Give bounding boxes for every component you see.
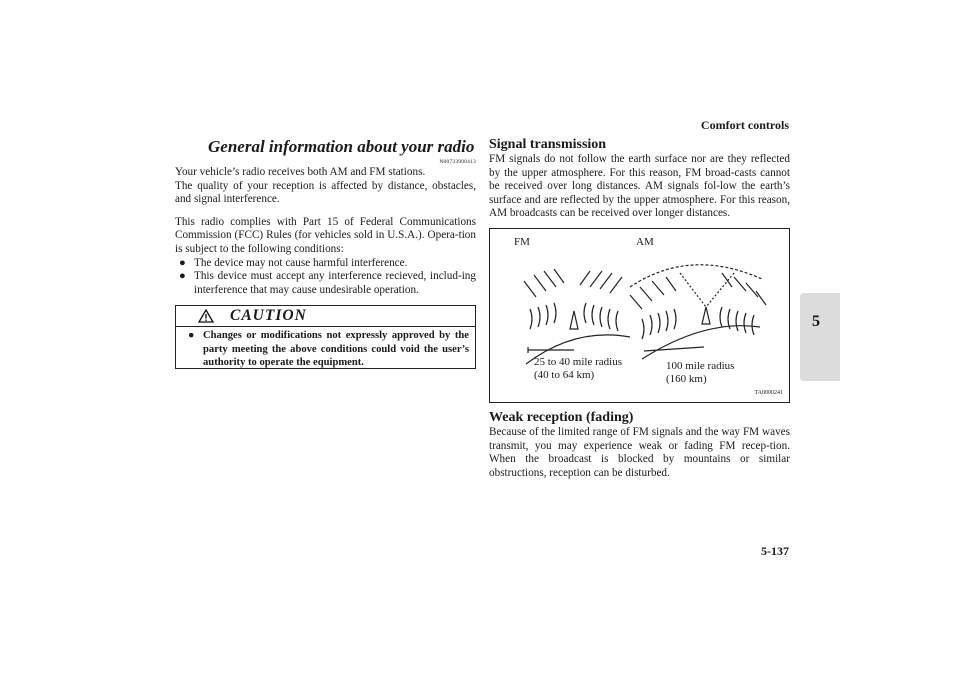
caution-item <box>176 327 475 370</box>
list-item <box>175 270 476 297</box>
fm-tower <box>570 311 578 329</box>
list-item <box>175 257 476 271</box>
left-column <box>175 136 476 369</box>
reference-code: N00733900413 <box>439 159 476 165</box>
caution-box <box>175 305 476 369</box>
am-radius-line2: (160 km) <box>666 372 707 385</box>
caution-header <box>176 306 475 327</box>
am-waves <box>630 273 766 339</box>
caution-title: CAUTION <box>230 307 307 325</box>
page-title: General information about your radio <box>208 137 475 156</box>
fm-radius-line2: (40 to 64 km) <box>534 368 595 381</box>
right-column <box>489 137 790 480</box>
condition-text: The device may not cause harmful interference. <box>194 256 408 269</box>
chapter-tab <box>800 293 840 381</box>
figure-code: TA0000241 <box>754 389 783 396</box>
bullet-icon: ● <box>179 256 186 269</box>
radio-range-figure <box>489 228 790 403</box>
fcc-paragraph: This radio complies with Part 15 of Federal Communications Commission (FCC) Rules (for vehicles sold in U.S.A.). Opera-tion is subject to the following conditions: <box>175 215 476 255</box>
signal-paragraph: FM signals do not follow the earth surface nor are they reflected by the upper atmosphere. For this reason, FM broad-casts cannot be received over long distances. AM signals fol-low the earth’s surface and are reflected by the upper atmosphere. For this reason, AM broadcasts can be received over longer distances. <box>489 153 790 220</box>
am-radius-arrow <box>644 347 704 351</box>
am-label: AM <box>636 235 654 248</box>
caution-text: Changes or modifications not expressly approved by the party meeting the above conditions could void the user’s authority to operate the equipment. <box>203 330 469 369</box>
fading-paragraph: Because of the limited range of FM signals and the way FM waves transmit, you may experience weak or fading FM recep-tion. When the broadcast is blocked by mountains or similar obstructions, reception can be disturbed. <box>489 425 790 479</box>
am-sky-arc <box>630 265 762 287</box>
bullet-icon: ● <box>188 330 195 342</box>
fm-radius-line1: 25 to 40 mile radius <box>534 355 622 368</box>
page-number: 5-137 <box>761 544 789 558</box>
condition-text: This device must accept any interference recieved, includ-ing interference that may cause undesirable operation. <box>194 270 476 296</box>
am-radius-line1: 100 mile radius <box>666 359 735 372</box>
bullet-icon: ● <box>179 270 186 283</box>
fading-heading: Weak reception (fading) <box>489 409 634 425</box>
fm-label: FM <box>514 235 530 248</box>
chapter-number: 5 <box>812 313 820 330</box>
am-earth-arc <box>642 326 760 359</box>
intro-paragraph-1: Your vehicle’s radio receives both AM and FM stations. <box>175 166 426 178</box>
section-header: Comfort controls <box>700 118 789 132</box>
intro-paragraph-2: The quality of your reception is affected by distance, obstacles, and signal interference. <box>175 179 476 206</box>
warning-triangle-icon <box>198 309 214 323</box>
fm-waves <box>524 269 622 331</box>
am-tower <box>702 307 710 324</box>
condition-list <box>175 257 476 298</box>
signal-heading: Signal transmission <box>489 137 607 152</box>
